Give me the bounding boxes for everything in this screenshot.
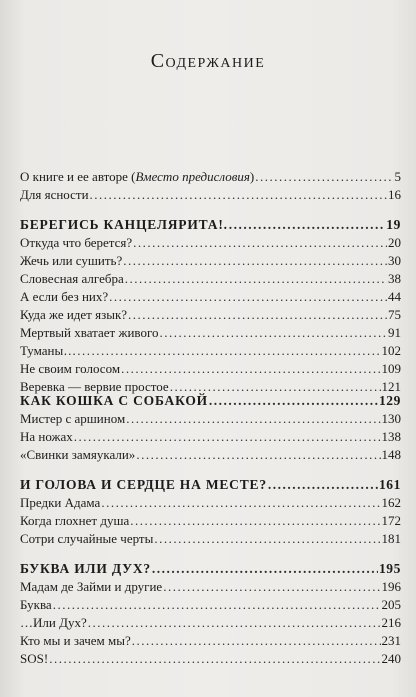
toc-section-label: И ГОЛОВА И СЕРДЦЕ НА МЕСТЕ? — [20, 477, 267, 492]
toc-entry-row — [20, 530, 401, 548]
toc-section-row — [20, 216, 401, 234]
toc-entry-row — [20, 578, 401, 596]
toc-entry-label: Словесная алгебра — [20, 271, 124, 286]
dot-leader — [121, 360, 380, 378]
toc-entry-row — [20, 168, 401, 186]
toc-page-number: 91 — [388, 325, 401, 340]
toc-entry-label: Мертвый хватает живого — [20, 325, 159, 340]
dot-leader — [209, 392, 378, 410]
toc-entry-label: SOS! — [20, 651, 49, 666]
toc-page-number: 20 — [388, 235, 401, 250]
toc-entry-label: Когда глохнет душа — [20, 513, 130, 528]
toc-page-number: 161 — [378, 477, 401, 492]
toc-page-number: 75 — [388, 307, 401, 322]
toc-page-number: 44 — [388, 289, 401, 304]
toc-entry-label: Туманы… — [20, 343, 77, 358]
toc-entry-row — [20, 186, 401, 204]
toc-page-number: 231 — [381, 633, 401, 648]
toc-entry-row — [20, 288, 401, 306]
toc-entry-label-end: ) — [249, 169, 255, 184]
toc-page-number: 216 — [381, 615, 401, 630]
toc-page-number: 16 — [388, 187, 401, 202]
dot-leader — [130, 512, 380, 530]
dot-leader — [109, 288, 387, 306]
dot-leader — [268, 476, 378, 494]
toc-entry-label: Не своим голосом — [20, 361, 121, 376]
dot-leader — [132, 632, 381, 650]
toc-page-number: 30 — [388, 253, 401, 268]
toc-entry-row — [20, 650, 401, 668]
toc-page-number: 181 — [381, 531, 401, 546]
toc-entry-row — [20, 342, 401, 360]
dot-leader — [229, 216, 386, 234]
toc-entry-row — [20, 512, 401, 530]
toc-entry-row — [20, 428, 401, 446]
toc-entry-label: Куда же идет язык? — [20, 307, 128, 322]
toc-page-number: 130 — [381, 411, 401, 426]
dot-leader — [101, 494, 380, 512]
dot-leader — [74, 428, 381, 446]
toc-page-number: 195 — [378, 561, 401, 576]
toc-entry-row — [20, 494, 401, 512]
toc-entry-label: …Или Дух? — [20, 615, 87, 630]
dot-leader — [88, 614, 381, 632]
dot-leader — [49, 650, 380, 668]
toc-page-number: 129 — [378, 393, 401, 408]
toc-entry-row — [20, 270, 401, 288]
toc-section-row — [20, 476, 401, 494]
toc-section-row — [20, 392, 401, 410]
toc-entry-row — [20, 306, 401, 324]
toc-section-label: КАК КОШКА С СОБАКОЙ — [20, 393, 208, 408]
toc-entry-row — [20, 596, 401, 614]
toc-entry-row — [20, 234, 401, 252]
toc-entry-label: Откуда что берется? — [20, 235, 133, 250]
dot-leader — [159, 324, 387, 342]
toc-page-number: 138 — [381, 429, 401, 444]
dot-leader — [163, 578, 380, 596]
toc-section-label: БУКВА ИЛИ ДУХ? — [20, 561, 151, 576]
toc-page-number: 172 — [381, 513, 401, 528]
toc-section-row — [20, 560, 401, 578]
toc-entry-row — [20, 252, 401, 270]
toc-page-number: 205 — [381, 597, 401, 612]
toc-entry-label: Кто мы и зачем мы? — [20, 633, 131, 648]
toc-entry-row — [20, 360, 401, 378]
toc-entry-row — [20, 446, 401, 464]
toc-entry-label: Мистер с аршином — [20, 411, 126, 426]
toc-page-number: 19 — [386, 217, 401, 232]
toc-page-number: 102 — [381, 343, 401, 358]
toc-entry-row — [20, 410, 401, 428]
toc-page-number: 162 — [381, 495, 401, 510]
toc-page-number: 5 — [394, 169, 401, 184]
toc-entry-label: Жечь или сушить? — [20, 253, 123, 268]
dot-leader — [152, 560, 378, 578]
page-title: Содержание — [150, 50, 266, 72]
toc-entry-label: А если без них? — [20, 289, 109, 304]
toc-entry-label: Мадам де Займи и другие — [20, 579, 163, 594]
dot-leader — [136, 446, 380, 464]
toc-page-number: 196 — [381, 579, 401, 594]
dot-leader — [125, 270, 387, 288]
toc-page-number: 148 — [381, 447, 401, 462]
toc-page-number: 240 — [381, 651, 401, 666]
dot-leader — [154, 530, 380, 548]
toc-entry-label: Сотри случайные черты — [20, 531, 154, 546]
toc-entry-label — [20, 168, 254, 186]
toc-entry-label-start: О книге и ее авторе ( — [20, 169, 136, 184]
dot-leader — [77, 342, 380, 360]
toc-entry-row — [20, 632, 401, 650]
toc-entry-row — [20, 324, 401, 342]
toc-entry-row — [20, 614, 401, 632]
dot-leader — [128, 306, 387, 324]
toc-entry-label-italic: Вместо предисловия — [135, 169, 250, 184]
dot-leader — [126, 410, 380, 428]
dot-leader — [53, 596, 381, 614]
dot-leader — [123, 252, 387, 270]
toc-entry-label: «Свинки замяукали» — [20, 447, 136, 462]
toc-entry-label: На ножах — [20, 429, 73, 444]
toc-page-number: 38 — [388, 271, 401, 286]
toc-entry-label: Для ясности — [20, 187, 89, 202]
dot-leader — [133, 234, 387, 252]
dot-leader — [90, 186, 387, 204]
toc-page-number: 109 — [381, 361, 401, 376]
toc-entry-label: Веревка — вервие простое — [20, 379, 169, 394]
toc-page-number: 121 — [381, 379, 401, 394]
toc-entry-label: Предки Адама — [20, 495, 101, 510]
toc-entry-label: Буква — [20, 597, 52, 612]
toc-section-label: БЕРЕГИСЬ КАНЦЕЛЯРИТА!. — [20, 217, 228, 232]
dot-leader — [255, 168, 393, 186]
